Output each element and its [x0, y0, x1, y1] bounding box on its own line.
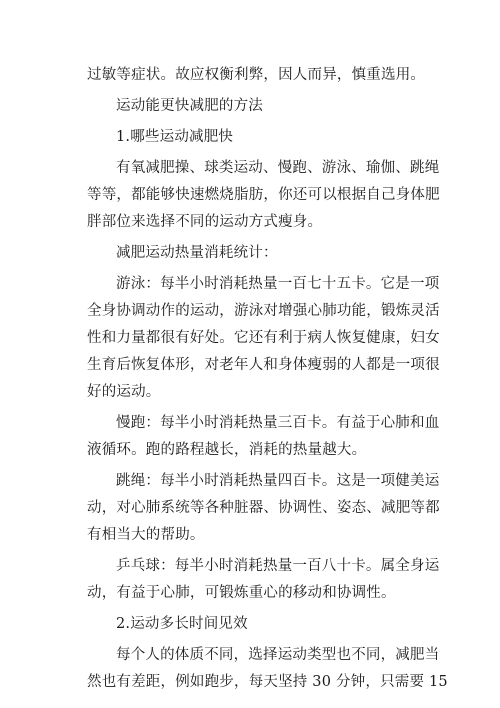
text-line: 动，有益于心肺，可锻炼重心的移动和协调性。 — [87, 585, 396, 601]
paragraph — [87, 271, 440, 406]
text-line: 全身协调动作的运动，游泳对增强心肺功能，锻炼灵活 — [87, 303, 440, 319]
paragraph — [87, 642, 448, 696]
text-line: 减肥运动热量消耗统计： — [116, 245, 278, 261]
text-line: 等等，都能够快速燃烧脂肪，你还可以根据自己身体肥 — [87, 187, 440, 203]
text-line: 跳绳：每半小时消耗热量四百卡。这是一项健美运 — [116, 473, 440, 489]
text-line: 过敏等症状。故应权衡利弊，因人而异，慎重选用。 — [87, 67, 426, 83]
paragraph — [87, 240, 417, 267]
paragraph — [87, 155, 440, 236]
text-line: 2.运动多长时间见效 — [116, 616, 248, 632]
text-line: 胖部位来选择不同的运动方式瘦身。 — [87, 214, 323, 230]
text-line: 1.哪些运动减肥快 — [116, 129, 234, 145]
text-line: 每个人的体质不同，选择运动类型也不同，减肥当 — [116, 647, 440, 663]
paragraph — [87, 62, 426, 89]
text-line: 液循环。跑的路程越长，消耗的热量越大。 — [87, 442, 367, 458]
subsection-heading — [87, 611, 417, 638]
section-heading — [87, 93, 417, 120]
text-line: 好的运动。 — [87, 384, 161, 400]
text-line: 乒乓球：每半小时消耗热量一百八十卡。属全身运 — [116, 558, 440, 574]
text-line: 有相当大的帮助。 — [87, 527, 205, 543]
text-line: 有氧减肥操、球类运动、慢跑、游泳、瑜伽、跳绳 — [116, 160, 440, 176]
text-line: 然也有差距，例如跑步，每天坚持 30 分钟，只需要 15 — [87, 674, 448, 690]
paragraph — [87, 553, 440, 607]
text-line: 动，对心肺系统等各种脏器、协调性、姿态、减肥等都 — [87, 500, 440, 516]
document-body — [87, 62, 448, 696]
paragraph — [87, 410, 440, 464]
text-line: 性和力量都很有好处。它还有利于病人恢复健康，妇女 — [87, 330, 440, 346]
paragraph — [87, 468, 440, 549]
subsection-heading — [87, 124, 417, 151]
text-line: 运动能更快减肥的方法 — [116, 98, 263, 114]
text-line: 游泳：每半小时消耗热量一百七十五卡。它是一项 — [116, 276, 440, 292]
text-line: 慢跑：每半小时消耗热量三百卡。有益于心肺和血 — [116, 415, 440, 431]
text-line: 生育后恢复体形，对老年人和身体瘦弱的人都是一项很 — [87, 357, 440, 373]
